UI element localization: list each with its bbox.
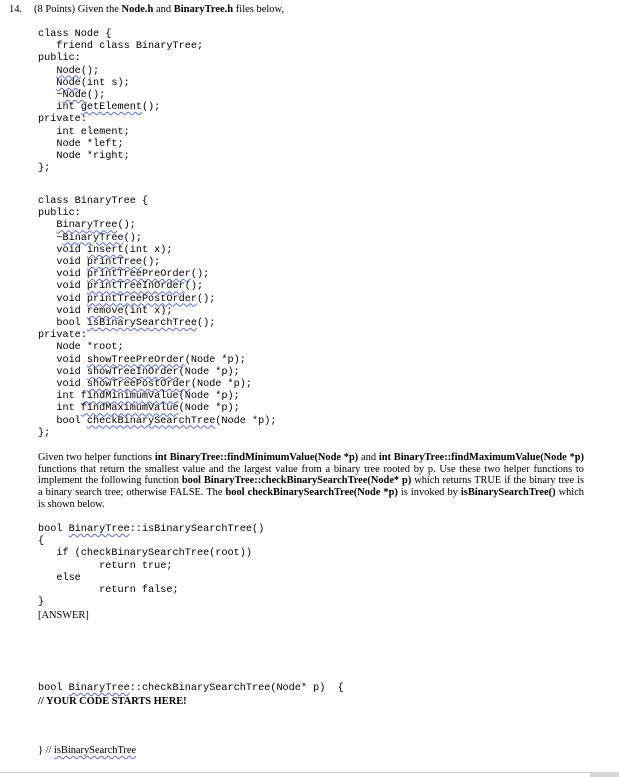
desc-text: Given two helper functions <box>38 452 155 463</box>
node-class-code: class Node { friend class BinaryTree; public: Node(); Node(int s); ~Node(); int getElement(); private: int element; Node *left; Node *right; }; <box>38 29 204 175</box>
question-header <box>34 4 284 15</box>
and-text: and <box>153 4 174 15</box>
question-number: 14. <box>9 4 23 15</box>
desc-text: and <box>358 452 379 463</box>
code-squig: printTreeInOrder <box>86 281 185 293</box>
answer-signature: bool BinaryTree::checkBinarySearchTree(Node* p) { <box>38 683 344 694</box>
points-label: (8 Points) <box>34 4 76 15</box>
closing-squig: isBinarySearchTree <box>53 745 137 756</box>
code-squig: showTreePreOrder <box>86 354 185 366</box>
code-squig: remove <box>86 305 124 317</box>
desc-text: is invoked by <box>397 487 461 499</box>
code-line: }; <box>38 163 51 175</box>
desc-func-check2: bool checkBinarySearchTree(Node *p) <box>225 487 398 499</box>
code-line: Node *right; <box>38 151 130 163</box>
code-squig: BinaryTree <box>62 232 124 244</box>
code-line: public: <box>38 208 81 220</box>
code-line: if (checkBinarySearchTree(root)) <box>38 548 252 560</box>
code-squig: showTreeInOrder <box>86 366 179 378</box>
code-line: return false; <box>38 585 179 597</box>
code-line: private: <box>38 330 87 342</box>
binarytree-class-code: class BinaryTree { public: BinaryTree(); ~BinaryTree(); void insert(int x); void printTree(); void printTreePreOrder(); void printTreeInOrder(); void printTreePostOrder(); void remove(int x); bool isBinarySearchTree(); private: Node *root; void showTreePreOrder(Node *p); void showTreeInOrder(Node *p); void showTreePostOrder(Node *p); int findMinimumValue(Node *p); int findMaximumValue(Node *p); bool checkBinarySearchTree(Node *p); }; <box>38 196 277 439</box>
code-squig: printTreePreOrder <box>86 269 191 281</box>
answer-label: [ANSWER] <box>38 610 89 621</box>
is-bst-code: bool BinaryTree::isBinarySearchTree() { if (checkBinarySearchTree(root)) return true; else return false; } <box>38 524 265 609</box>
code-squig: findMaximumValue <box>80 403 179 415</box>
description-paragraph <box>38 452 584 511</box>
closing-line: } // isBinarySearchTree <box>38 745 137 756</box>
code-squig: showTreePostOrder <box>86 379 191 391</box>
code-squig: findMinimumValue <box>80 391 179 403</box>
code-line: friend class BinaryTree; <box>38 41 204 53</box>
code-squig: BinaryTree <box>56 220 118 232</box>
code-squig: BinaryTree <box>68 524 130 535</box>
desc-func-check: bool BinaryTree::checkBinarySearchTree(Node* p) <box>181 475 412 487</box>
code-line: Node *left; <box>38 138 124 150</box>
code-squig: Node <box>62 90 87 102</box>
page-bottom-rule <box>0 772 590 773</box>
desc-func-isbst: isBinarySearchTree() <box>460 487 556 499</box>
code-line: class Node { <box>38 29 112 40</box>
code-squig: checkBinarySearchTree <box>86 415 216 427</box>
code-squig: BinaryTree <box>68 683 130 694</box>
file-node-h: Node.h <box>121 4 154 15</box>
code-squig: isBinarySearchTree <box>86 318 197 330</box>
desc-text: which returns TRUE if the binary tree is a binary search tree; otherwise FALSE. The <box>38 475 584 499</box>
code-line: Node *root; <box>38 342 124 354</box>
code-line: { <box>38 536 45 548</box>
code-line: int element; <box>38 126 130 138</box>
desc-text: functions that return the smallest value and the largest value from a binary tree rooted by p. Use these two helper functions to implement the following function <box>38 463 584 487</box>
code-line-squiggly: Node <box>56 65 81 77</box>
code-line: public: <box>38 53 81 65</box>
code-line: return true; <box>38 560 173 572</box>
your-code-comment: // YOUR CODE STARTS HERE! <box>38 696 187 707</box>
file-binarytree-h: BinaryTree.h <box>173 4 234 15</box>
code-squig: printTreePostOrder <box>86 293 197 305</box>
intro-text: Given the <box>75 4 122 15</box>
code-squig: insert <box>86 244 124 256</box>
code-squig: getElement <box>80 102 142 114</box>
tail-text: files below, <box>233 4 285 15</box>
desc-text: which is shown below. <box>38 487 584 510</box>
scrollbar-stub <box>590 772 619 777</box>
desc-func-min: int BinaryTree::findMinimumValue(Node *p) <box>154 452 359 463</box>
code-line: }; <box>38 427 51 439</box>
code-line: } <box>38 597 45 609</box>
code-line: else <box>38 572 81 584</box>
code-squig: Node <box>56 77 81 89</box>
code-line: class BinaryTree { <box>38 196 149 207</box>
code-squig: printTree <box>86 257 142 269</box>
desc-func-max: int BinaryTree::findMaximumValue(Node *p) <box>378 452 584 463</box>
code-line: private: <box>38 114 87 126</box>
